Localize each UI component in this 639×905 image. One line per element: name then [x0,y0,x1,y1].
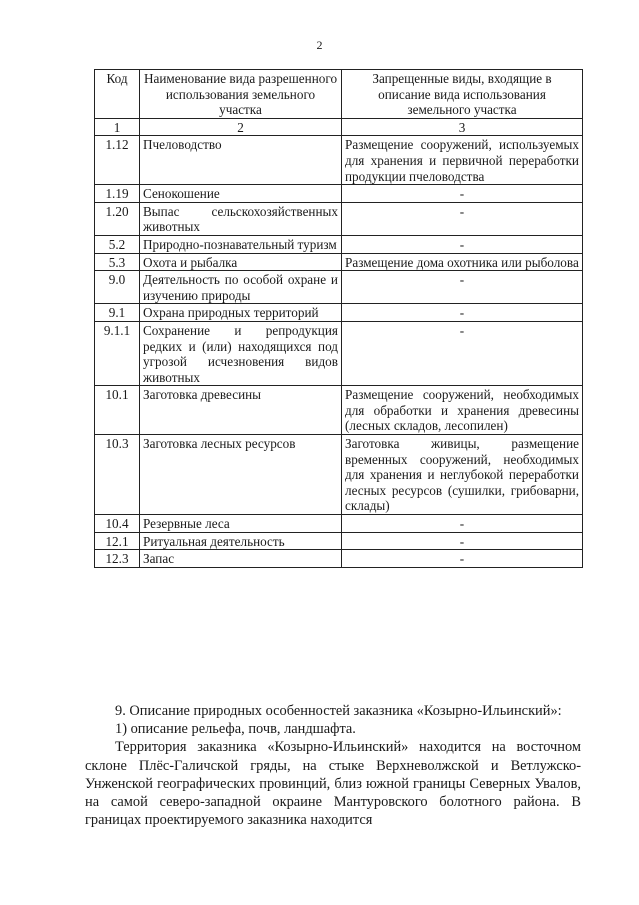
body-paragraph: Территория заказника «Козырно-Ильинский» находится на восточном склоне Плёс-Галичской гряды, на стыке Верхневолжской и Ветлужско-Унженской географических провинций, близ южной границы Северных Увалов, на самой северо-западной окраине Мантуровского болотного района. В границах проектируемого заказника находится [85,739,581,829]
forbidden-cell: - [342,532,583,550]
forbidden-cell: - [342,550,583,568]
column-numbers-row [95,118,583,136]
code-cell: 9.0 [95,271,140,304]
table-row [95,386,583,435]
name-cell: Природно-познавательный туризм [140,235,342,253]
name-cell: Резервные леса [140,515,342,533]
code-cell: 10.3 [95,435,140,515]
forbidden-cell: - [342,185,583,203]
column-number: 3 [342,118,583,136]
forbidden-cell: Размещение дома охотника или рыболова [342,253,583,271]
name-cell: Охрана природных территорий [140,304,342,322]
code-cell: 9.1.1 [95,321,140,385]
table-row [95,271,583,304]
forbidden-cell: - [342,235,583,253]
land-use-table [94,69,583,568]
name-cell: Ритуальная деятельность [140,532,342,550]
code-cell: 10.4 [95,515,140,533]
code-cell: 1.20 [95,202,140,235]
name-cell: Пчеловодство [140,136,342,185]
forbidden-cell: - [342,202,583,235]
body-text [85,702,581,829]
name-cell: Сенокошение [140,185,342,203]
code-cell: 1.12 [95,136,140,185]
code-cell: 12.3 [95,550,140,568]
table-row [95,185,583,203]
forbidden-cell: Размещение сооружений, используемых для хранения и первичной переработки продукции пчеловодства [342,136,583,185]
name-cell: Запас [140,550,342,568]
table-header-row [95,70,583,119]
table-body [95,136,583,567]
forbidden-cell: - [342,321,583,385]
header-code: Код [95,70,140,119]
section-heading: 9. Описание природных особенностей заказника «Козырно-Ильинский»: [115,703,562,719]
code-cell: 12.1 [95,532,140,550]
name-cell: Деятельность по особой охране и изучению природы [140,271,342,304]
header-name: Наименование вида разрешенного использования земельного участка [140,70,342,119]
forbidden-cell: - [342,515,583,533]
table-row [95,136,583,185]
header-forbidden: Запрещенные виды, входящие в описание вида использования земельного участка [342,70,583,119]
table-row [95,321,583,385]
name-cell: Заготовка древесины [140,386,342,435]
code-cell: 5.3 [95,253,140,271]
forbidden-cell: Заготовка живицы, размещение временных сооружений, необходимых для хранения и неглубокой переработки лесных ресурсов (сушилки, грибоварни, склады) [342,435,583,515]
table-row [95,304,583,322]
table-row [95,515,583,533]
table-row [95,435,583,515]
code-cell: 1.19 [95,185,140,203]
code-cell: 5.2 [95,235,140,253]
column-number: 2 [140,118,342,136]
forbidden-cell: - [342,304,583,322]
code-cell: 10.1 [95,386,140,435]
table-row [95,235,583,253]
code-cell: 9.1 [95,304,140,322]
name-cell: Выпас сельскохозяйственных животных [140,202,342,235]
forbidden-cell: - [342,271,583,304]
table-row [95,532,583,550]
name-cell: Заготовка лесных ресурсов [140,435,342,515]
table-row [95,550,583,568]
name-cell: Охота и рыбалка [140,253,342,271]
subsection-item: 1) описание рельефа, почв, ландшафта. [115,721,356,738]
table-row [95,202,583,235]
page-number: 2 [316,38,323,52]
forbidden-cell: Размещение сооружений, необходимых для обработки и хранения древесины (лесных складов, лесопилен) [342,386,583,435]
name-cell: Сохранение и репродукция редких и (или) находящихся под угрозой исчезновения видов животных [140,321,342,385]
table-row [95,253,583,271]
column-number: 1 [95,118,140,136]
